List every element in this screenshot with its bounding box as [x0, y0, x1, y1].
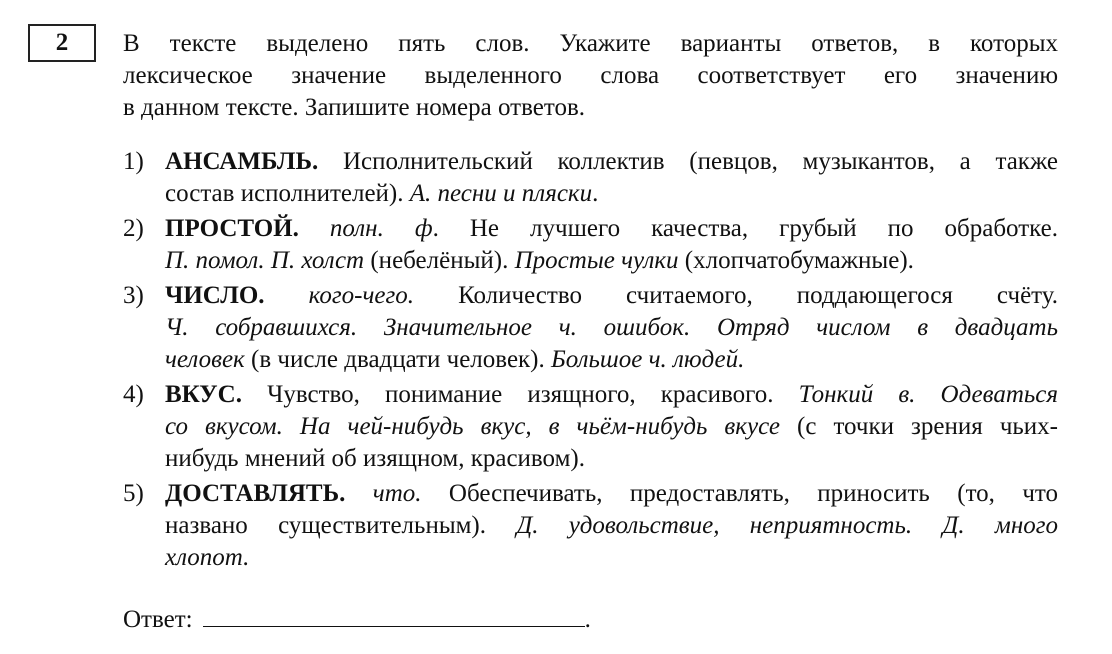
- option-headword: ЧИСЛО.: [165, 282, 265, 309]
- option-number: 4): [123, 381, 144, 408]
- option-item: [123, 146, 1058, 210]
- option-line: [165, 411, 1058, 443]
- option-example-text: Ч. собравшихся. Значительное ч. ошибок. Отряд числом в двадцать: [165, 314, 1058, 341]
- option-line: [165, 280, 1058, 312]
- option-example-text: А. песни и пляски: [409, 180, 593, 207]
- option-line: [165, 542, 1058, 574]
- option-text: (в числе двадцати человек).: [244, 346, 552, 373]
- option-number: 3): [123, 282, 144, 309]
- option-line: [165, 245, 1058, 277]
- option-number: 5): [123, 480, 144, 507]
- option-text: названо существительным).: [165, 512, 517, 539]
- option-line: [165, 478, 1058, 510]
- option-example-text: Большое ч. людей.: [551, 346, 745, 373]
- option-item: [123, 379, 1058, 475]
- option-number: 1): [123, 148, 144, 175]
- option-text: [299, 215, 330, 242]
- option-example-text: полн. ф: [329, 215, 433, 242]
- option-text: (хлопчатобумажные).: [678, 247, 914, 274]
- option-text: (небелёный).: [364, 247, 515, 274]
- option-headword: АНСАМБЛЬ.: [165, 148, 319, 175]
- option-text: Количество считаемого, поддающегося счёту.: [414, 282, 1059, 309]
- option-headword: ДОСТАВЛЯТЬ.: [165, 480, 346, 507]
- option-headword: ПРОСТОЙ.: [165, 215, 299, 242]
- option-example-text: Тонкий в. Одеваться: [798, 381, 1058, 408]
- option-number: 2): [123, 215, 144, 242]
- option-line: [165, 443, 1058, 475]
- option-line: [165, 213, 1058, 245]
- task-number: 2: [55, 29, 69, 56]
- option-line: [165, 344, 1058, 376]
- answer-label: Ответ:: [123, 606, 193, 633]
- option-example-text: кого-чего.: [308, 282, 414, 309]
- answer-options-list: [123, 146, 1058, 577]
- option-text: нибудь мнений об изящном, красивом).: [165, 445, 585, 472]
- option-example-text: Д. удовольствие, неприятность. Д. много: [516, 512, 1058, 539]
- option-line: [165, 146, 1058, 178]
- option-text: [265, 282, 309, 309]
- prompt-line: лексическое значение выделенного слова соответствует его значению: [123, 62, 1058, 89]
- option-item: [123, 213, 1058, 277]
- option-text: состав исполнителей).: [165, 180, 410, 207]
- option-item: [123, 280, 1058, 376]
- option-example-text: что.: [372, 480, 422, 507]
- option-text: Чувство, понимание изящного, красивого.: [241, 381, 799, 408]
- option-example-text: человек: [165, 346, 245, 373]
- option-example-text: со вкусом. На чей-нибудь вкус, в чьём-нибудь вкусе: [165, 413, 780, 440]
- option-example-text: хлопот.: [165, 544, 250, 571]
- answer-row: [123, 602, 591, 636]
- option-text: Обеспечивать, предоставлять, приносить (то, что: [421, 480, 1059, 507]
- option-line: [165, 379, 1058, 411]
- option-line: [165, 312, 1058, 344]
- option-text: Исполнительский коллектив (певцов, музыкантов, а также: [318, 148, 1058, 175]
- answer-blank-line[interactable]: [203, 602, 585, 627]
- option-text: [345, 480, 372, 507]
- option-example-text: П. помол. П. холст: [165, 247, 365, 274]
- option-text: . Не лучшего качества, грубый по обработке.: [432, 215, 1059, 242]
- option-line: [165, 510, 1058, 542]
- option-item: [123, 478, 1058, 574]
- option-example-text: Простые чулки: [514, 247, 679, 274]
- prompt-line: В тексте выделено пять слов. Укажите варианты ответов, в которых: [123, 30, 1058, 57]
- answer-period: .: [584, 606, 591, 633]
- task-number-box: [28, 24, 96, 62]
- option-text: .: [592, 180, 599, 207]
- option-line: [165, 178, 1058, 210]
- prompt-line: в данном тексте. Запишите номера ответов.: [123, 94, 585, 121]
- task-prompt: [123, 28, 1058, 124]
- option-headword: ВКУС.: [165, 381, 242, 408]
- option-text: (с точки зрения чьих-: [779, 413, 1058, 440]
